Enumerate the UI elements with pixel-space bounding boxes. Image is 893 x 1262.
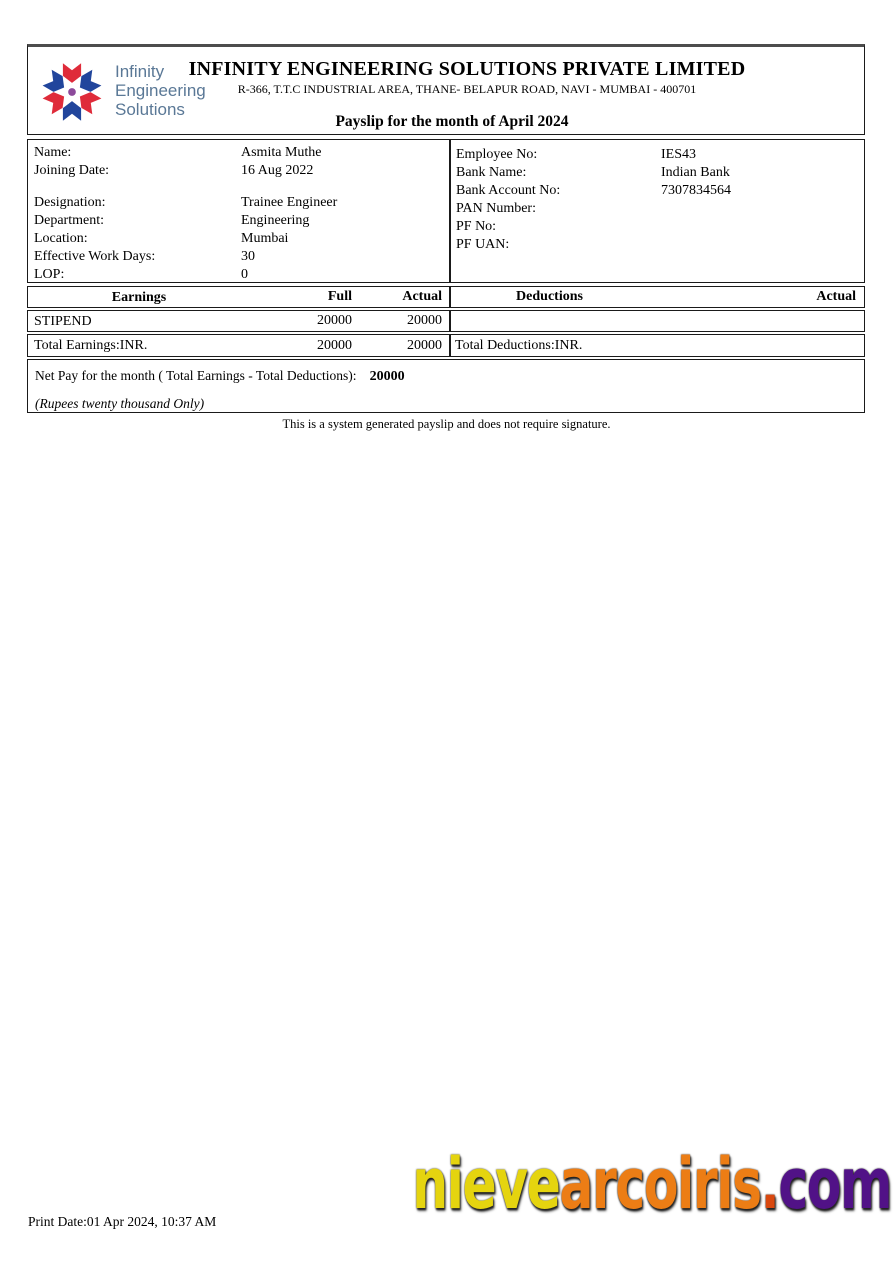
detail-value: 7307834564 — [661, 183, 731, 198]
net-pay-label: Net Pay for the month ( Total Earnings - Total Deductions): — [35, 368, 357, 383]
deductions-header — [449, 287, 864, 307]
detail-value: 16 Aug 2022 — [241, 163, 314, 178]
detail-value: 0 — [241, 267, 248, 282]
detail-row — [34, 144, 449, 162]
detail-value: Asmita Muthe — [241, 145, 322, 160]
detail-row — [34, 162, 449, 180]
detail-value — [661, 218, 864, 236]
detail-value — [661, 236, 864, 254]
employee-details-section — [27, 139, 865, 283]
watermark-segment: arcoiris — [559, 1143, 761, 1225]
detail-value — [241, 180, 449, 194]
print-date: Print Date:01 Apr 2024, 10:37 AM — [28, 1214, 217, 1229]
detail-value: IES43 — [661, 147, 696, 162]
detail-value: Engineering — [241, 213, 310, 228]
total-deductions — [449, 335, 864, 356]
detail-value: Indian Bank — [661, 165, 730, 180]
detail-row — [34, 266, 449, 284]
payslip-title: Payslip for the month of April 2024 — [335, 113, 569, 130]
detail-label: Designation: — [34, 195, 106, 210]
system-generated-note: This is a system generated payslip and does not require signature. — [282, 417, 611, 431]
earning-name: STIPEND — [34, 313, 92, 329]
earnings-row-left — [28, 311, 449, 331]
total-earnings-actual: 20000 — [407, 337, 442, 353]
full-column-header: Full — [327, 289, 352, 304]
earning-actual-value: 20000 — [407, 313, 442, 328]
detail-row — [34, 230, 449, 248]
deductions-title: Deductions — [516, 289, 583, 304]
detail-label: Joining Date: — [34, 163, 110, 178]
company-name: INFINITY ENGINEERING SOLUTIONS PRIVATE LIMITED — [188, 58, 746, 80]
detail-label: Location: — [34, 231, 88, 246]
detail-row — [456, 164, 864, 182]
total-earnings-full: 20000 — [317, 337, 352, 353]
detail-label: PF No: — [456, 219, 497, 234]
detail-label — [34, 180, 241, 194]
detail-row — [456, 236, 864, 254]
logo-line: Solutions — [115, 100, 185, 120]
detail-row-blank — [34, 180, 449, 194]
detail-row — [456, 218, 864, 236]
company-address: R-366, T.T.C INDUSTRIAL AREA, THANE- BELAPUR ROAD, NAVI - MUMBAI - 400701 — [237, 82, 697, 96]
employee-details-left — [28, 140, 449, 284]
detail-row — [34, 194, 449, 212]
detail-value: Trainee Engineer — [241, 195, 338, 210]
detail-row — [456, 200, 864, 218]
detail-label: Bank Name: — [456, 165, 527, 180]
earnings-row — [27, 310, 865, 332]
watermark-segment: com — [778, 1143, 891, 1225]
net-pay-words: (Rupees twenty thousand Only) — [35, 396, 205, 411]
detail-value: Mumbai — [241, 231, 289, 246]
header-text-block — [28, 47, 864, 131]
total-earnings-label: Total Earnings:INR. — [34, 338, 148, 353]
detail-label: PF UAN: — [456, 237, 510, 252]
detail-label: Department: — [34, 213, 104, 228]
watermark-segment: nieve — [412, 1143, 560, 1225]
watermark-segment: . — [760, 1143, 779, 1225]
earning-full-value: 20000 — [317, 313, 352, 328]
net-pay-amount: 20000 — [369, 369, 405, 384]
detail-label: LOP: — [34, 267, 65, 282]
earnings-header — [28, 287, 449, 307]
detail-row — [34, 212, 449, 230]
logo-line: Infinity — [115, 62, 165, 81]
actual-column-header: Actual — [402, 289, 442, 304]
net-pay-line — [35, 367, 864, 385]
detail-label: Bank Account No: — [456, 183, 561, 198]
detail-label: Name: — [34, 145, 72, 160]
total-deductions-label: Total Deductions:INR. — [455, 337, 583, 353]
net-pay-section — [27, 359, 865, 413]
detail-label: Employee No: — [456, 147, 538, 162]
deductions-row-right — [449, 311, 864, 331]
detail-row — [34, 248, 449, 266]
pay-table-header — [27, 286, 865, 308]
employee-details-right — [451, 140, 864, 254]
detail-value: 30 — [241, 249, 255, 264]
totals-row — [27, 334, 865, 357]
site-watermark — [412, 1143, 891, 1225]
header-section — [27, 44, 865, 135]
total-earnings — [28, 335, 449, 356]
detail-label: Effective Work Days: — [34, 249, 156, 264]
earnings-title: Earnings — [111, 289, 167, 305]
logo-line: Engineering — [115, 81, 206, 101]
detail-value — [661, 200, 864, 218]
deductions-actual-header: Actual — [816, 289, 856, 304]
detail-row — [456, 146, 864, 164]
detail-label: PAN Number: — [456, 201, 536, 216]
detail-row — [456, 182, 864, 200]
